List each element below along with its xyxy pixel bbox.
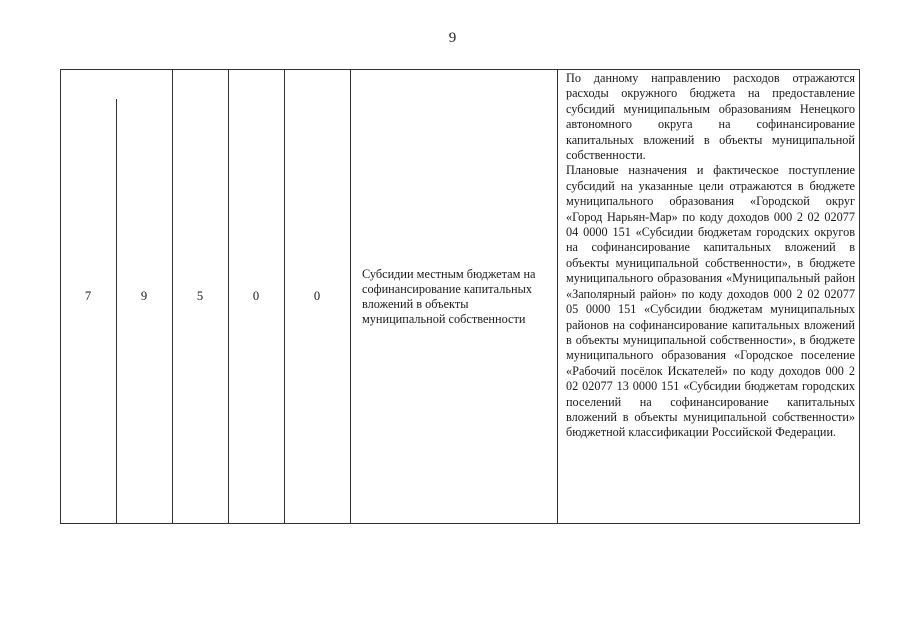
code-cell-group: 0 bbox=[252, 289, 260, 303]
commentary-paragraph: По данному направлению расходов отражаются расходы окружного бюджета на предоставление субсидий муниципальным образованиям Ненецкого автономного округа на софинансирование капитальных вложений в объекты муниципальной собственности. bbox=[566, 71, 855, 163]
table-right-border bbox=[859, 69, 860, 524]
code-cell-direction: 5 bbox=[196, 289, 204, 303]
code-cell-subprogram: 9 bbox=[140, 289, 148, 303]
classification-table bbox=[60, 69, 860, 524]
column-divider bbox=[350, 69, 351, 524]
page-number: 9 bbox=[448, 30, 457, 46]
expense-name: Субсидии местным бюджетам на софинансирование капитальных вложений в объекты муниципальной собственности bbox=[362, 266, 536, 326]
commentary-cell bbox=[564, 69, 857, 524]
commentary-paragraph: Плановые назначения и фактическое поступление субсидий на указанные цели отражаются в бюджете муниципального образования «Городской округ «Город Нарьян-Мар» по коду доходов 000 2 02 02077 04 0000 151 «Субсидии бюджетам городских округов на софинансирование капитальных вложений в объекты муниципальной собственности», в бюджете муниципального образования «Муниципальный район «Заполярный район» по коду доходов 000 2 02 02077 05 0000 151 «Субсидии бюджетам муниципальных районов на софинансирование капитальных вложений в объекты муниципальной собственности», в бюджете муниципального образования «Городское поселение «Рабочий посёлок Искателей» по коду доходов 000 2 02 02077 13 0000 151 «Субсидии бюджетам городских поселений на софинансирование капитальных вложений в объекты муниципальной собственности» бюджетной классификации Российской Федерации. bbox=[566, 163, 855, 440]
code-cell-program: 7 bbox=[84, 289, 92, 303]
column-divider bbox=[557, 69, 558, 524]
expense-name-cell bbox=[358, 69, 554, 524]
code-cell-item: 0 bbox=[313, 289, 321, 303]
